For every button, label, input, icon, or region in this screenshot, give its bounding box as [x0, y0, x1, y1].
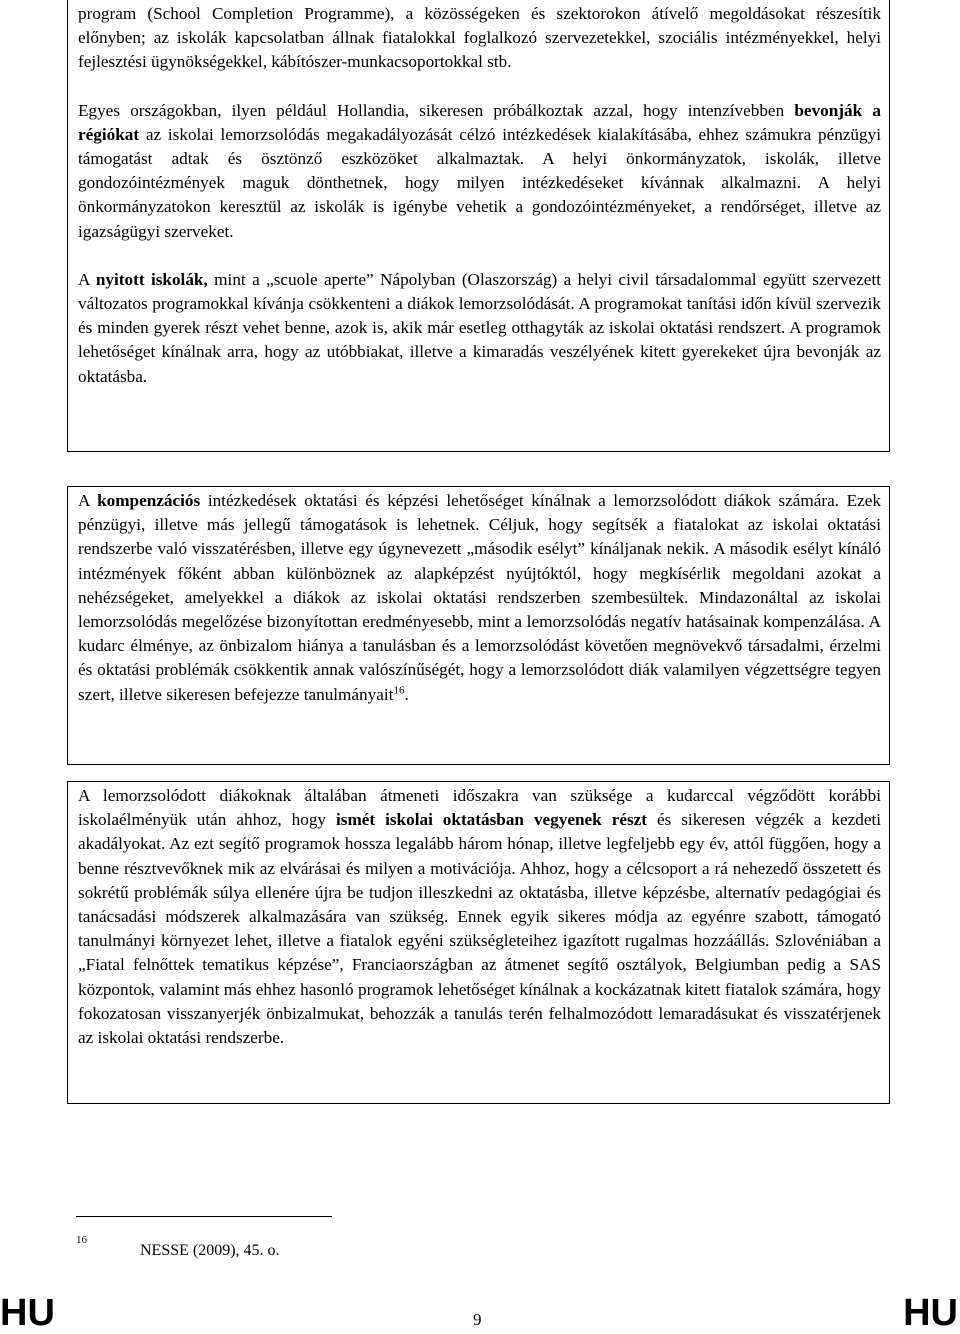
text-box-1 — [67, 0, 890, 452]
paragraph: A lemorzsolódott diákoknak általában átmeneti időszakra van szüksége a kudarccal végződött korábbi iskolaélményük után ahhoz, hogy ismét iskolai oktatásban vegyenek részt és sikeresen végzék a kezdeti akadályokat. Az ezt segítő programok hossza legalább három hónap, illetve legfeljebb egy év, attól függően, hogy a benne résztvevőknek mik az elvárásai és milyen a motivációja. Ahhoz, hogy a célcsoport a rá nehezedő összetett és sokrétű problémák súlya ellenére újra be tudjon illeszkedni az oktatásba, illetve képzésbe, alternatív pedagógiai és tanácsadási módszerek alkalmazására van szükség. Ennek egyik sikeres módja az egyénre szabott, támogató tanulmányi környezet lehet, illetve a fiatalok egyéni szükségleteihez igazított rugalmas hozzáállás. Szlovéniában a „Fiatal felnőttek tematikus képzése”, Franciaországban az átmenet segítő osztályok, Belgiumban pedig a SAS központok, valamint más ehhez hasonló programok lehetőséget kínálnak a kockázatnak kitett fiatalok számára, hogy fokozatosan visszanyerjék önbizalmukat, behozzák a tanulás terén felhalmozódott lemaradásukat és visszatérjenek az iskolai oktatási rendszerbe. — [78, 786, 881, 1048]
text-box-3 — [67, 781, 890, 1104]
paragraph: program (School Completion Programme), a közösségeken és szektorokon átívelő megoldásokat részesítik előnyben; az iskolák kapcsolatban állnak fiatalokkal foglalkozó szervezetekkel, szociális intézményekkel, helyi fejlesztési ügynökségekkel, kábítószer-munkacsoportokkal stb. — [78, 4, 881, 72]
emphasis: kompenzációs — [97, 491, 201, 510]
text-box-2 — [67, 486, 890, 765]
paragraph: Egyes országokban, ilyen például Hollandia, sikeresen próbálkoztak azzal, hogy intenzívebben bevonják a régiókat az iskolai lemorzsolódás megakadályozását célzó intézkedések kialakításába, ehhez számukra pénzügyi támogatást adtak és ösztönző eszközöket alkalmaztak. A helyi önkormányzatok, iskolák, illetve gondozóintézmények maguk dönthetnek, hogy milyen intézkedéseket kívánnak alkalmazni. A helyi önkormányzatokon keresztül az iskolák is igénybe vehetik a gondozóintézményeket, a rendőrséget, illetve az igazságügyi szerveket. — [78, 100, 881, 241]
paragraph: A nyitott iskolák, mint a „scuole aperte” Nápolyban (Olaszország) a helyi civil társadalommal együtt szervezett változatos programokkal kívánja csökkenteni a diákok lemorzsolódását. A programokat tanítási időn kívül szervezik és minden gyerek részt vehet benne, azok is, akik már esetleg otthagyták az iskolai oktatási rendszert. A programok lehetőséget kínálnak arra, hogy az utóbbiakat, illetve a kimaradás veszélyének kitett gyerekeket újra bevonják az oktatásba. — [78, 269, 881, 386]
emphasis: nyitott iskolák, — [95, 269, 208, 289]
footer-language-right: HU — [903, 1292, 958, 1334]
paragraph: A kompenzációs intézkedések oktatási és képzési lehetőséget kínálnak a lemorzsolódott diákok számára. Ezek pénzügyi, illetve más jellegű támogatások is lehetnek. Céljuk, hogy segítsék a fiatalokat az iskolai oktatási rendszerbe való visszatérésben, illetve egy úgynevezett „második esélyt” kínáljanak nekik. A második esélyt kínáló intézmények főként abban különböznek az alapképzést nyújtóktól, hogy megkísérlik megoldani azokat a nehézségeket, amelyekkel a diákok az iskolai oktatási rendszerben szembesültek. Mindazonáltal az iskolai lemorzsolódás megelőzése bizonyítottan eredményesebb, mint a lemorzsolódás negatív hatásainak kompenzálása. A kudarc élménye, az önbizalom hiánya a tanulásban és a lemorzsolódást követően megnövekvő társadalmi, érzelmi és oktatási problémák csökkentik annak valószínűségét, hogy a lemorzsolódott diák valamilyen végzettségre tegyen szert, illetve sikeresen befejezze tanulmányait$^{16}$. — [78, 491, 881, 704]
page-number: 9 — [473, 1310, 482, 1329]
footnote-divider — [76, 1216, 332, 1217]
emphasis: ismét iskolai oktatásban vegyenek részt — [335, 810, 647, 830]
emphasis: bevonják a régiókat — [78, 100, 881, 144]
footnote-ref: 16 — [393, 683, 405, 696]
footer-language-left: HU — [0, 1292, 55, 1334]
footnote-text: NESSE (2009), 45. o. — [140, 1242, 280, 1259]
footnote-number: 16 — [76, 1234, 87, 1246]
